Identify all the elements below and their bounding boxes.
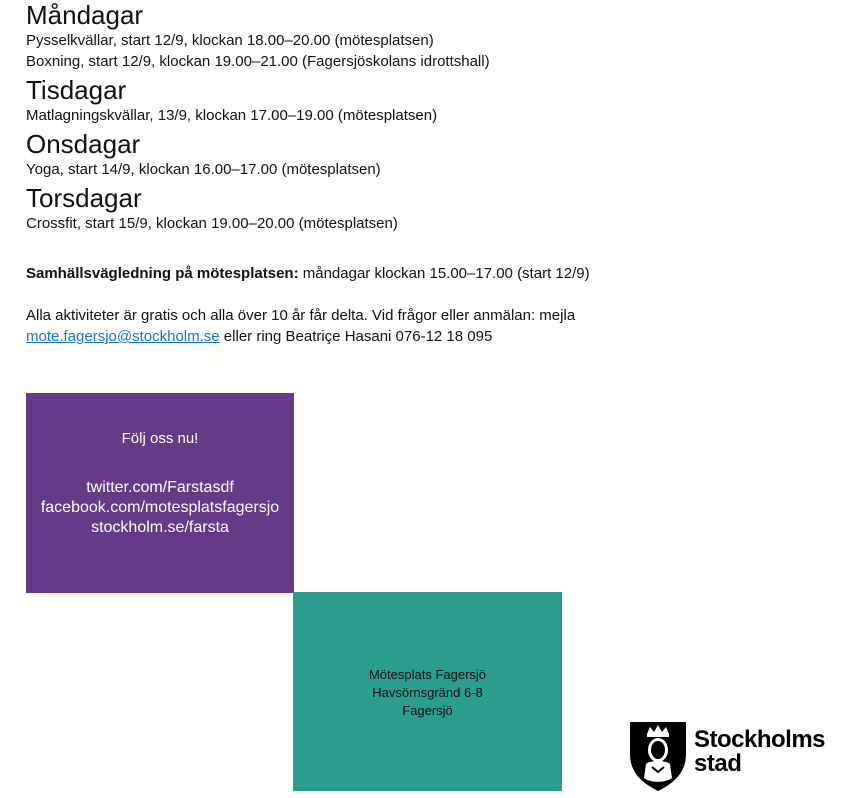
activity-item: Pysselkvällar, start 12/9, klockan 18.00–20.00 (mötesplatsen)	[26, 32, 434, 49]
guidance-text: måndagar klockan 15.00–17.00 (start 12/9)	[298, 265, 590, 282]
social-title: Följ oss nu!	[121, 430, 199, 447]
social-links	[26, 478, 294, 538]
day-heading: Måndagar	[26, 0, 144, 30]
contact-line	[26, 326, 726, 347]
weekly-schedule	[26, 0, 826, 237]
contact-intro: Alla aktiviteter är gratis och alla över 10 år får delta. Vid frågor eller anmälan: mejla	[26, 307, 576, 324]
activity-item: Crossfit, start 15/9, klockan 19.00–20.00 (mötesplatsen)	[26, 215, 398, 232]
twitter-link[interactable]: twitter.com/Farstasdf	[86, 479, 234, 496]
day-heading: Onsdagar	[26, 129, 141, 159]
day-tuesday	[26, 75, 826, 126]
day-heading: Tisdagar	[26, 75, 127, 105]
logo-wordmark	[694, 728, 825, 776]
address-area: Fagersjö	[402, 703, 453, 718]
address-name: Mötesplats Fagersjö	[368, 667, 487, 682]
email-link[interactable]: mote.fagersjo@stockholm.se	[26, 328, 220, 345]
stockholm-crown-shield-icon	[628, 720, 688, 792]
activity-item: Boxning, start 12/9, klockan 19.00–21.00 (Fagersjöskolans idrottshall)	[26, 53, 490, 70]
website-link[interactable]: stockholm.se/farsta	[91, 519, 229, 536]
stockholms-stad-logo	[628, 720, 838, 792]
logo-line1: Stockholms	[694, 726, 826, 753]
day-monday	[26, 0, 826, 72]
address-street: Havsörnsgränd 6-8	[372, 685, 483, 700]
activity-item: Matlagningskvällar, 13/9, klockan 17.00–19.00 (mötesplatsen)	[26, 107, 438, 124]
contact-info	[26, 305, 726, 347]
day-heading: Torsdagar	[26, 183, 142, 213]
facebook-link[interactable]: facebook.com/motesplatsfagersjo	[40, 499, 280, 516]
guidance-info	[26, 263, 590, 284]
address-box	[293, 592, 562, 791]
guidance-label: Samhällsvägledning på mötesplatsen:	[26, 265, 299, 282]
address-lines	[293, 666, 562, 720]
phone-text: eller ring Beatriçe Hasani 076-12 18 095	[219, 328, 493, 345]
activity-item: Yoga, start 14/9, klockan 16.00–17.00 (mötesplatsen)	[26, 161, 381, 178]
social-media-box	[26, 393, 294, 593]
day-wednesday	[26, 129, 826, 180]
day-thursday	[26, 183, 826, 234]
logo-line2: stad	[694, 750, 742, 777]
